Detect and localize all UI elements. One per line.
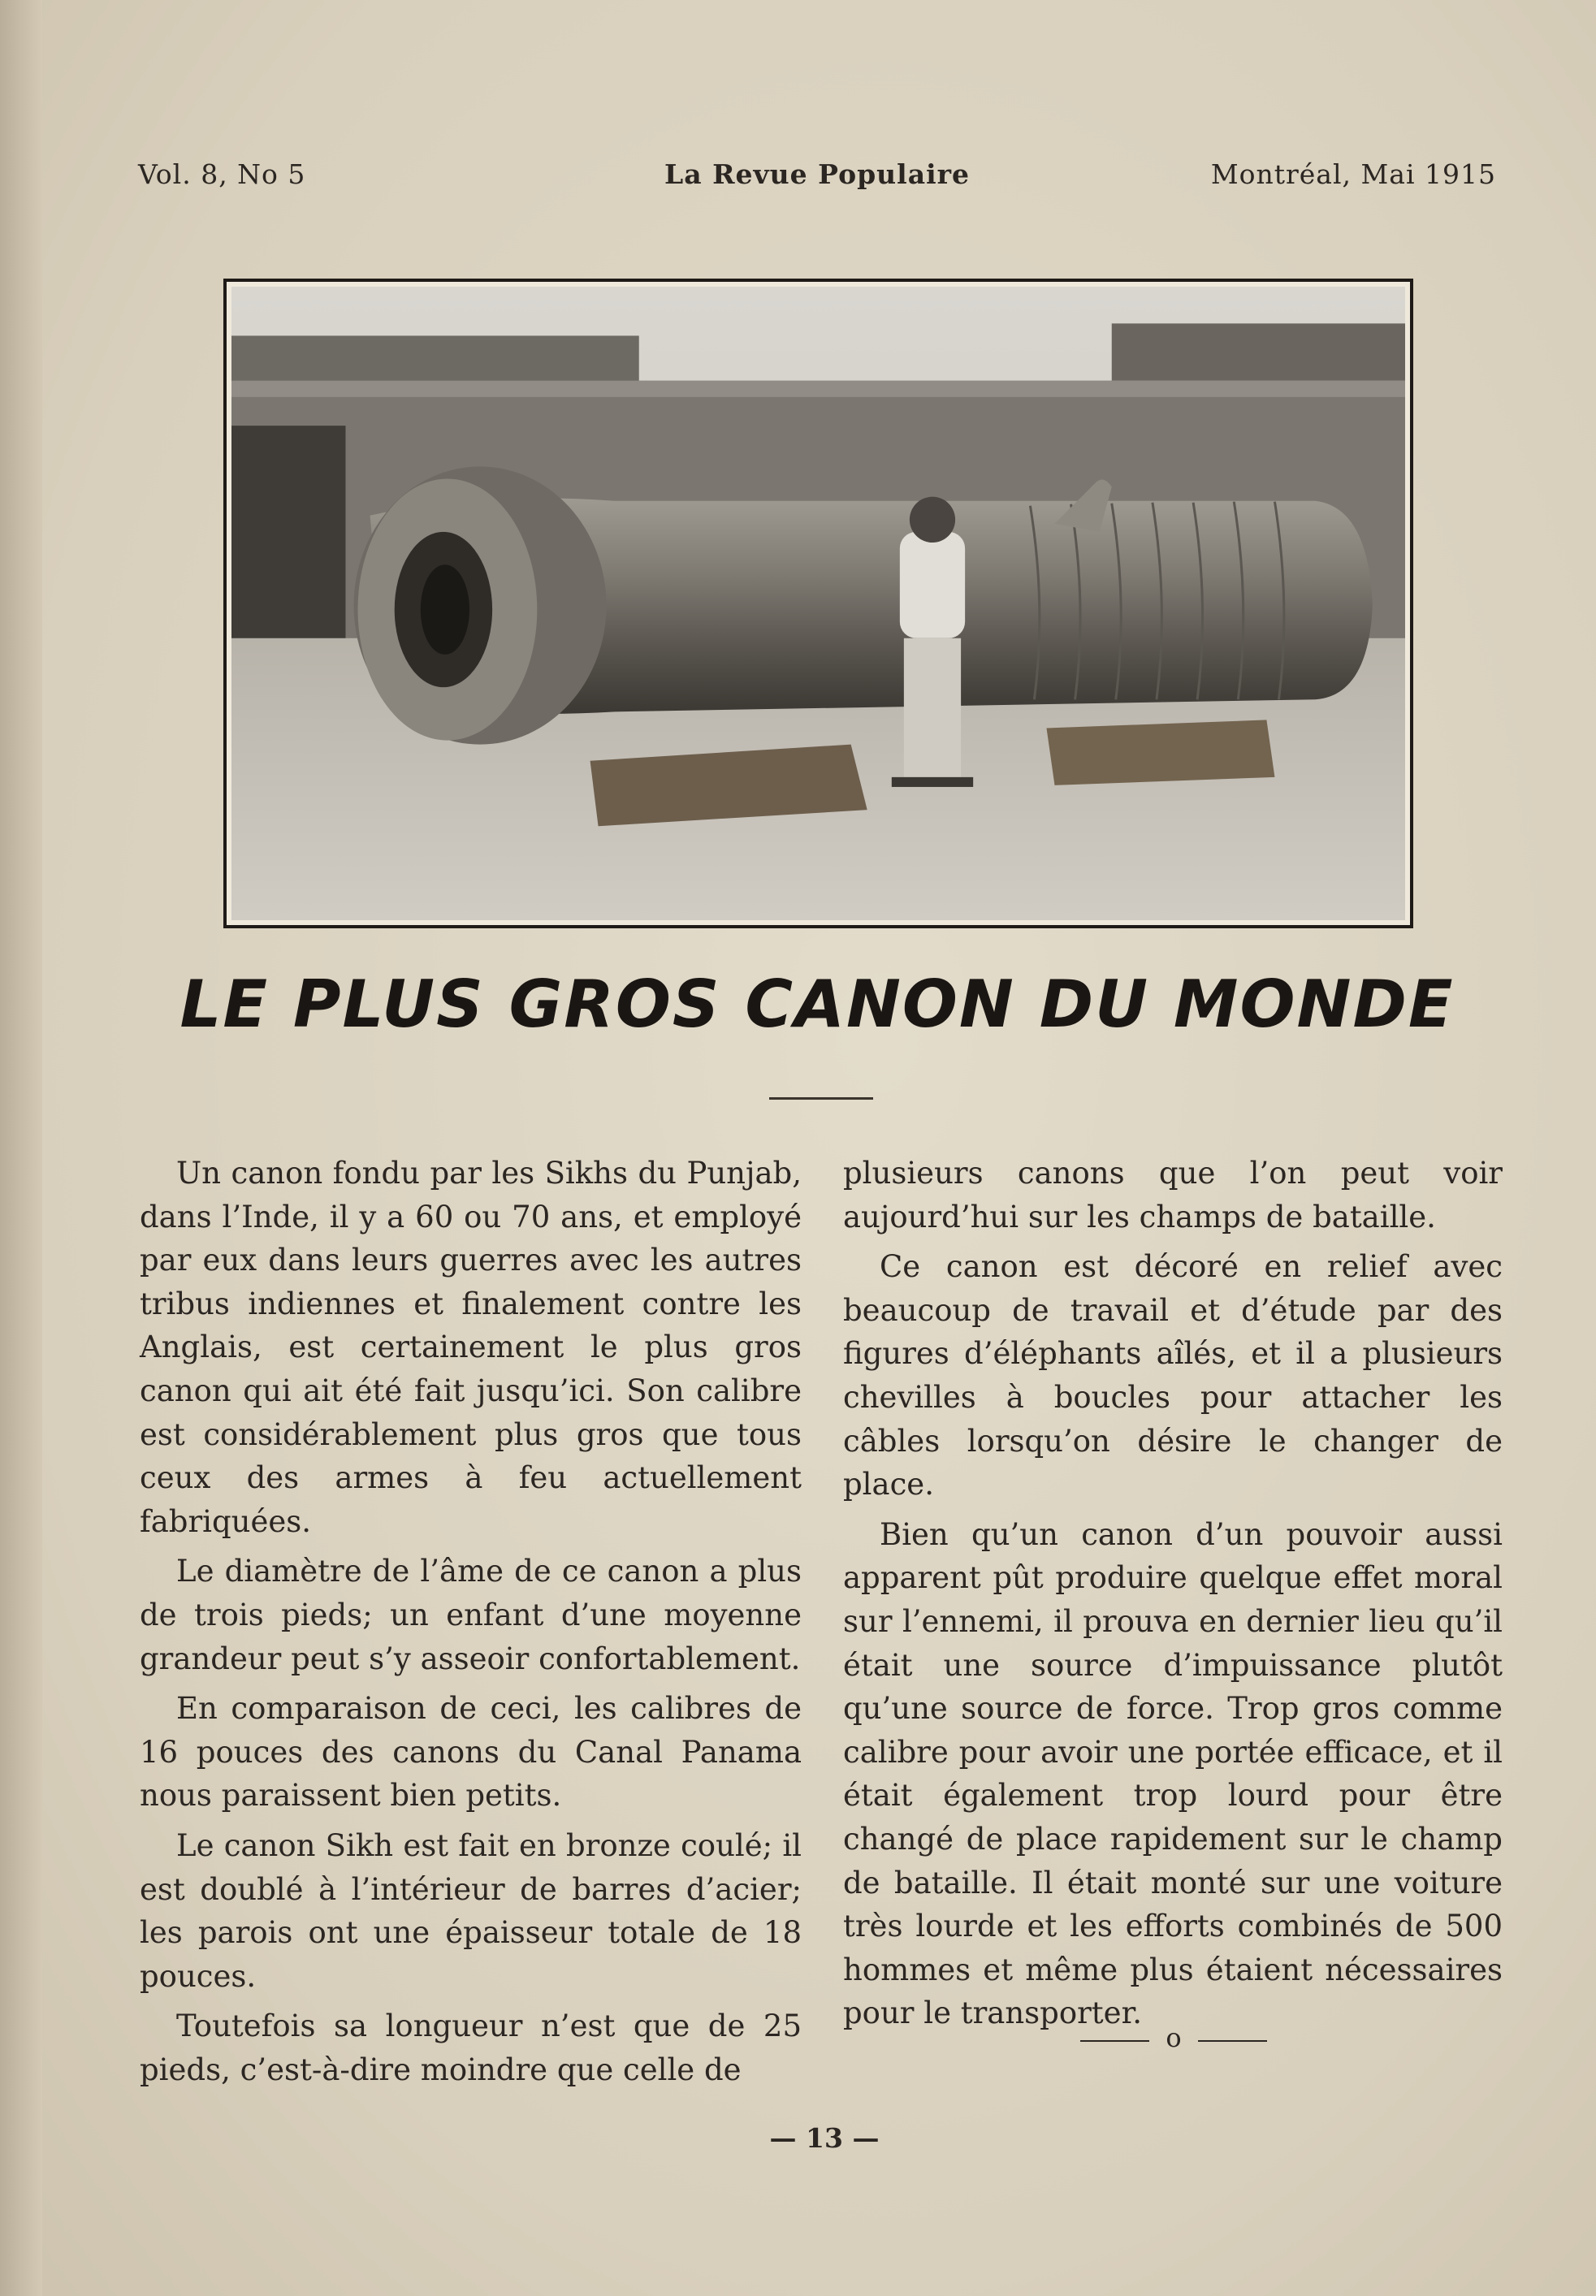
paragraph: Ce canon est décoré en relief avec beaucoup de travail et d’étude par des figures d’éléphants aîlés, et il a plusieurs chevilles à boucles pour attacher les câbles lorsqu’on désire le changer de place. — [843, 1249, 1503, 1503]
left-column — [140, 1152, 802, 2091]
article-end-mark — [1080, 2022, 1267, 2055]
place-date: Montréal, Mai 1915 — [1210, 158, 1496, 190]
paragraph: Un canon fondu par les Sikhs du Punjab, dans l’Inde, il y a 60 ou 70 ans, et employé par eux dans leurs guerres avec les autres tribus indiennes et finalement contre les Anglais, est certainement le plus gros canon qui ait été fait jusqu’ici. Son calibre est considérablement plus gros que tous ceux des armes à feu actuellement fabriquées. — [140, 1156, 802, 1539]
page-number: — 13 — — [769, 2122, 880, 2154]
end-mark-symbol: o — [1166, 2022, 1182, 2053]
title-divider — [769, 1097, 873, 1100]
binding-edge — [0, 0, 42, 2296]
right-column — [843, 1152, 1503, 2035]
volume-number: Vol. 8, No 5 — [138, 158, 306, 190]
paragraph: En comparaison de ceci, les calibres de 16 pouces des canons du Canal Panama nous paraissent bien petits. — [140, 1691, 802, 1814]
paragraph-continued: plusieurs canons que l’on peut voir aujourd’hui sur les champs de bataille. — [843, 1156, 1503, 1234]
running-header — [138, 158, 1496, 207]
end-mark-line-right — [1198, 2040, 1267, 2042]
paragraph: Toutefois sa longueur n’est que de 25 pieds, c’est-à-dire moindre que celle de — [140, 2008, 802, 2087]
paragraph: Le diamètre de l’âme de ce canon a plus de trois pieds; un enfant d’une moyenne grandeur peut s’y asseoir confortablement. — [140, 1554, 802, 1676]
paragraph: Le canon Sikh est fait en bronze coulé; il est doublé à l’intérieur de barres d’acier; les parois ont une épaisseur totale de 18 pouces. — [140, 1827, 802, 1994]
cannon-photo-image — [231, 287, 1405, 920]
article-title: LE PLUS GROS CANON DU MONDE — [179, 966, 1455, 1042]
publication-name: La Revue Populaire — [664, 158, 970, 190]
cannon-photograph — [223, 279, 1413, 928]
paragraph: Bien qu’un canon d’un pouvoir aussi apparent pût produire quelque effet moral sur l’ennemi, il prouva en dernier lieu qu’il était une source d’impuissance plutôt qu’une source de force. Trop gros comme calibre pour avoir une portée efficace, et il était également trop lourd pour être changé de place rapidement sur le champ de bataille. Il était monté sur une voiture très lourde et les efforts combinés de 500 hommes et même plus étaient nécessaires pour le transporter. — [843, 1516, 1503, 2031]
